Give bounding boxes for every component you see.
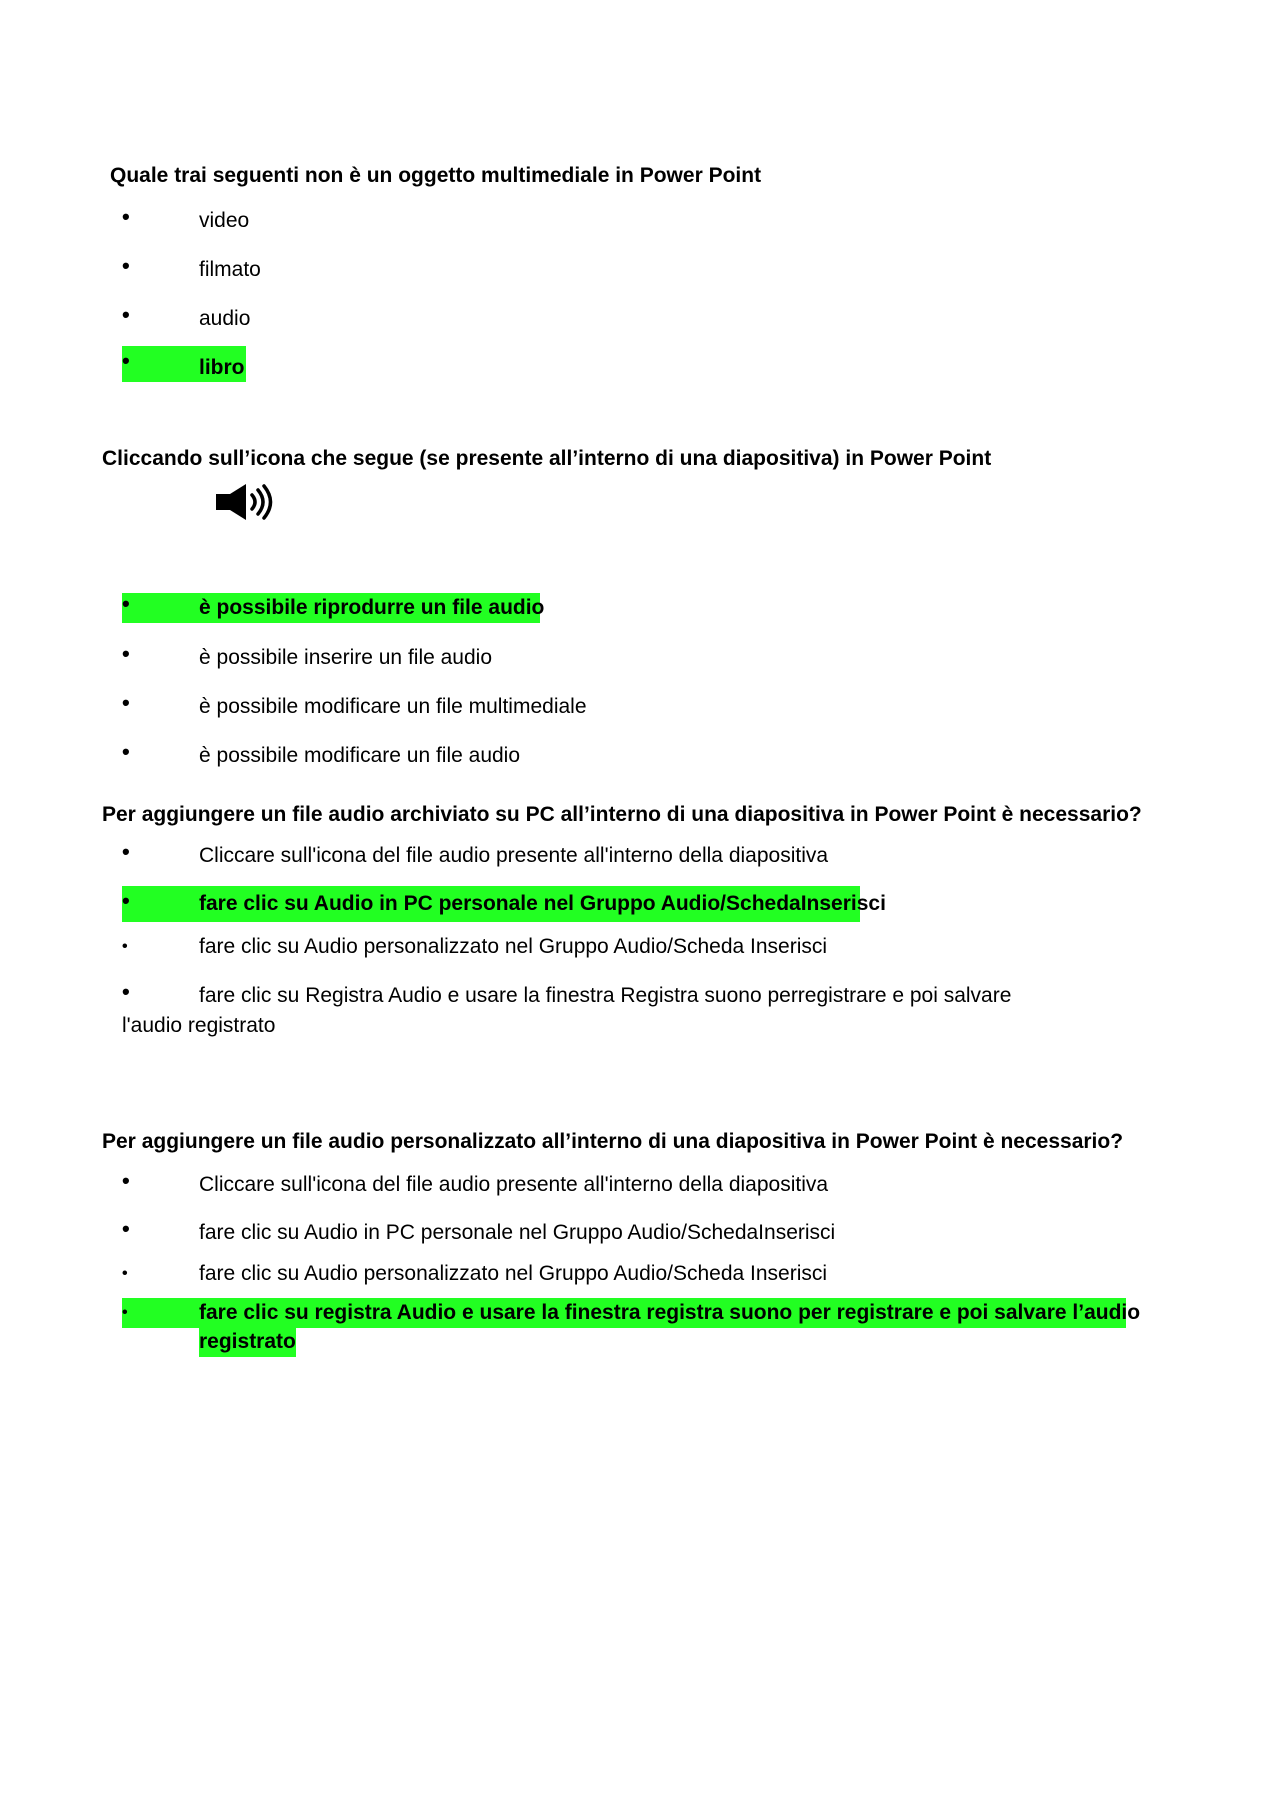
option-label: fare clic su Audio personalizzato nel Gruppo Audio/Scheda Inserisci	[199, 935, 828, 958]
q2-option-4	[122, 741, 722, 771]
q3-option-1	[122, 841, 1022, 871]
speaker-icon	[214, 484, 276, 520]
option-label: fare clic su Audio in PC personale nel Gruppo Audio/SchedaInserisci	[199, 1221, 836, 1244]
question-4: Per aggiungere un file audio personalizzato all’interno di una diapositiva in Power Point è necessario?	[102, 1130, 1124, 1153]
q4-option-4-continuation: registrato	[199, 1327, 296, 1357]
option-label: fare clic su Audio in PC personale nel Gruppo Audio/SchedaInserisci	[199, 892, 886, 915]
bullet: •	[122, 591, 130, 616]
bullet: •	[122, 348, 130, 373]
question-1: Quale trai seguenti non è un oggetto multimediale in Power Point	[110, 164, 762, 187]
question-3: Per aggiungere un file audio archiviato su PC all’interno di una diapositiva in Power Point è necessario?	[102, 803, 1142, 826]
option-label: fare clic su Registra Audio e usare la finestra Registra suono perregistrare e poi salvare	[199, 984, 1012, 1007]
q2-option-2	[122, 643, 722, 673]
bullet: •	[122, 938, 128, 955]
q4-option-1	[122, 1170, 1022, 1200]
bullet: •	[122, 888, 130, 913]
q1-option-2	[122, 255, 522, 285]
q3-option-4-continuation: l'audio registrato	[122, 1014, 276, 1037]
q3-option-3	[122, 932, 1022, 962]
q1-option-1	[122, 206, 522, 236]
bullet: •	[122, 302, 130, 327]
q3-option-2-correct	[122, 886, 886, 922]
option-label: è possibile riprodurre un file audio	[199, 596, 545, 619]
q2-option-1-correct	[122, 591, 545, 623]
option-label: libro	[199, 356, 245, 379]
option-label: è possibile modificare un file audio	[199, 744, 521, 767]
bullet: •	[122, 641, 130, 666]
bullet: •	[122, 690, 130, 715]
q4-option-3	[122, 1259, 1022, 1289]
bullet: •	[122, 739, 130, 764]
q4-option-2	[122, 1218, 1022, 1248]
q1-option-3	[122, 304, 522, 334]
bullet: •	[122, 1265, 128, 1282]
option-label: è possibile modificare un file multimediale	[199, 695, 587, 718]
option-label: è possibile inserire un file audio	[199, 646, 493, 669]
bullet: •	[122, 839, 130, 864]
q3-option-4	[122, 981, 1122, 1011]
option-label: fare clic su Audio personalizzato nel Gruppo Audio/Scheda Inserisci	[199, 1262, 828, 1285]
option-label: filmato	[199, 258, 261, 281]
bullet: •	[122, 1216, 130, 1241]
bullet: •	[122, 204, 130, 229]
bullet: •	[122, 1304, 128, 1321]
option-label: fare clic su registra Audio e usare la finestra registra suono per registrare e poi salvare l’audio	[199, 1301, 1141, 1324]
q4-option-4-correct	[122, 1298, 1141, 1328]
q1-option-4-correct	[122, 346, 246, 382]
option-label: audio	[199, 307, 251, 330]
question-2: Cliccando sull’icona che segue (se presente all’interno di una diapositiva) in Power Point	[102, 447, 992, 470]
option-label: video	[199, 209, 250, 232]
q2-option-3	[122, 692, 722, 722]
bullet: •	[122, 253, 130, 278]
bullet: •	[122, 979, 130, 1004]
option-label: Cliccare sull'icona del file audio presente all'interno della diapositiva	[199, 1173, 829, 1196]
bullet: •	[122, 1168, 130, 1193]
option-label: Cliccare sull'icona del file audio presente all'interno della diapositiva	[199, 844, 829, 867]
